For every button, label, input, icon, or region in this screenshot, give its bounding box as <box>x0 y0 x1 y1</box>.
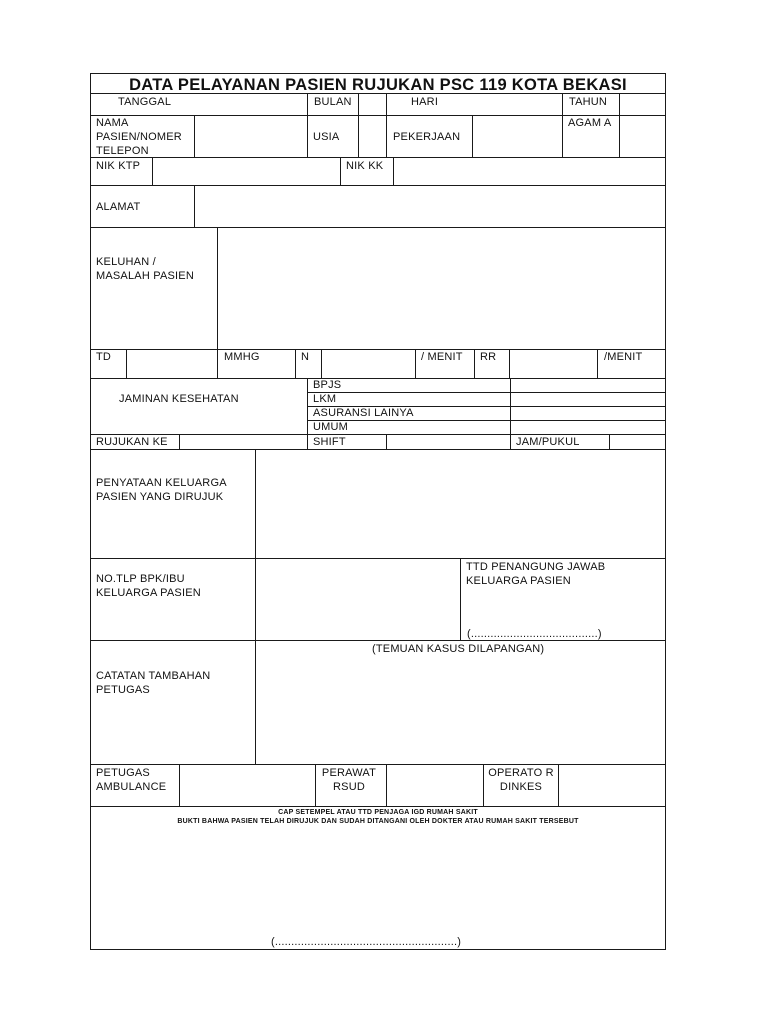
line <box>90 227 666 228</box>
jaminan-option-asuransi: ASURANSI LAINYA <box>313 407 414 419</box>
label-operator: OPERATO R DINKES <box>488 767 554 793</box>
line <box>358 115 359 157</box>
line <box>217 349 218 378</box>
line <box>152 157 153 185</box>
line <box>307 378 308 449</box>
line <box>509 349 510 378</box>
line <box>90 73 666 74</box>
label-mmhg: MMHG <box>224 351 260 363</box>
label-keluhan: KELUHAN / MASALAH PASIEN <box>96 256 194 282</box>
line <box>307 93 308 115</box>
line <box>415 349 416 378</box>
line <box>510 378 511 434</box>
line <box>472 115 473 157</box>
line <box>619 115 620 157</box>
label-hari: HARI <box>411 96 439 108</box>
label-alamat: ALAMAT <box>96 201 141 213</box>
footer-sign-line: (........................................................) <box>271 936 462 948</box>
line <box>386 115 387 157</box>
jaminan-option-umum: UMUM <box>313 421 349 433</box>
line <box>90 449 666 450</box>
label-catatan: CATATAN TAMBAHAN PETUGAS <box>96 670 211 696</box>
line <box>393 157 394 185</box>
label-pekerjaan: PEKERJAAN <box>393 131 461 143</box>
line <box>562 115 563 157</box>
line <box>562 93 563 115</box>
line <box>217 227 218 349</box>
line <box>90 349 666 350</box>
label-jam: JAM/PUKUL <box>516 436 580 448</box>
line <box>194 185 195 227</box>
jaminan-option-bpjs: BPJS <box>313 379 342 391</box>
line <box>90 764 666 765</box>
line <box>90 558 666 559</box>
line <box>358 93 359 115</box>
line <box>307 115 308 157</box>
footer-cap: CAP SETEMPEL ATAU TTD PENJAGA IGD RUMAH SAKIT <box>278 809 478 816</box>
line <box>307 392 666 393</box>
label-notlp: NO.TLP BPK/IBU KELUARGA PASIEN <box>96 573 201 599</box>
line <box>474 349 475 378</box>
line <box>460 558 461 640</box>
line <box>386 434 387 449</box>
label-agama: AGAM A <box>568 117 612 129</box>
line <box>386 764 387 806</box>
line <box>295 349 296 378</box>
label-tanggal: TANGGAL <box>118 96 172 108</box>
ttd-sign-line: (.......................................) <box>467 628 602 640</box>
line <box>90 434 666 435</box>
form-title: DATA PELAYANAN PASIEN RUJUKAN PSC 119 KOTA BEKASI <box>129 76 627 94</box>
line <box>90 378 666 379</box>
jaminan-option-lkm: LKM <box>313 393 337 405</box>
line <box>90 949 666 950</box>
label-nik-ktp: NIK KTP <box>96 160 141 172</box>
line <box>179 434 180 449</box>
label-temuan: (TEMUAN KASUS DILAPANGAN) <box>372 643 545 655</box>
label-perawat: PERAWAT RSUD <box>321 767 377 793</box>
label-jaminan: JAMINAN KESEHATAN <box>119 393 239 405</box>
label-ttd: TTD PENANGUNG JAWAB KELUARGA PASIEN <box>466 561 606 587</box>
label-nama: NAMA PASIEN/NOMER TELEPON <box>96 117 182 157</box>
label-nik-kk: NIK KK <box>346 160 384 172</box>
label-usia: USIA <box>313 131 340 143</box>
line <box>321 349 322 378</box>
label-rujukan-ke: RUJUKAN KE <box>96 436 168 448</box>
line <box>90 185 666 186</box>
label-petugas-ambulance: PETUGAS AMBULANCE <box>96 767 167 793</box>
line <box>609 434 610 449</box>
label-rr: RR <box>480 351 497 363</box>
label-penyataan: PENYATAAN KELUARGA PASIEN YANG DIRUJUK <box>96 477 227 503</box>
label-shift: SHIFT <box>313 436 346 448</box>
line <box>126 349 127 378</box>
line <box>307 420 666 421</box>
label-per-menit-rr: /MENIT <box>604 351 643 363</box>
label-per-menit-n: / MENIT <box>421 351 463 363</box>
line <box>90 806 666 807</box>
line <box>558 764 559 806</box>
line <box>255 449 256 764</box>
label-bulan: BULAN <box>314 96 352 108</box>
label-n: N <box>301 351 310 363</box>
line <box>510 434 511 449</box>
line <box>483 764 484 806</box>
footer-bukti: BUKTI BAHWA PASIEN TELAH DIRUJUK DAN SUDAH DITANGANI OLEH DOKTER ATAU RUMAH SAKIT TERSEBUT <box>177 818 579 825</box>
label-td: TD <box>96 351 112 363</box>
line <box>386 93 387 115</box>
line <box>597 349 598 378</box>
label-tahun: TAHUN <box>569 96 608 108</box>
line <box>179 764 180 806</box>
line <box>315 764 316 806</box>
line <box>619 93 620 115</box>
line <box>340 157 341 185</box>
